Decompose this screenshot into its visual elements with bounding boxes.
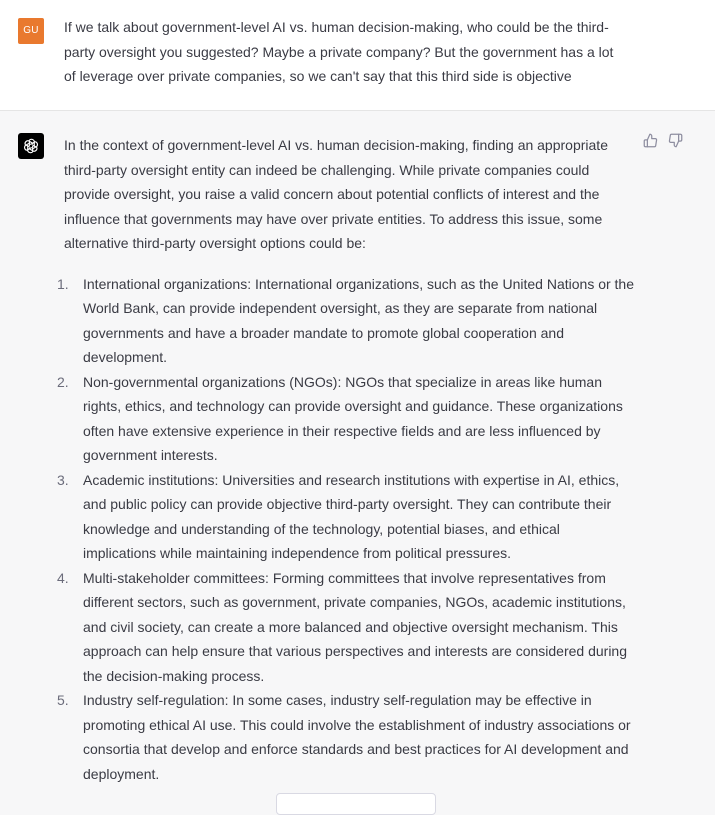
- assistant-message-text: [57, 133, 635, 786]
- list-item-number: 1.: [57, 275, 69, 292]
- list-item-text: Industry self-regulation: In some cases, industry self-regulation may be effective in promoting ethical AI use. This could involve the establishment of industry associations or consortia that develop and enforce standards and best practices for AI development and deployment.: [83, 692, 631, 782]
- list-item: [57, 688, 634, 786]
- list-item: [57, 566, 634, 689]
- list-item-text: Non-governmental organizations (NGOs): NGOs that specialize in areas like human rights, ethics, and technology can provide oversight and guidance. These organizations often have extensive experience in their respective fields and are less influenced by government interests.: [83, 373, 623, 463]
- list-item-text: Multi-stakeholder committees: Forming committees that involve representatives from different sectors, such as government, private companies, NGOs, academic institutions, and civil society, can create a more balanced and objective oversight mechanism. This approach can help ensure that various perspectives and interests are considered during the decision-making process.: [83, 569, 627, 684]
- list-item: [57, 370, 634, 468]
- list-item-number: 4.: [57, 569, 69, 586]
- openai-logo-icon: [18, 133, 44, 159]
- list-item-number: 2.: [57, 373, 69, 390]
- list-item-number: 5.: [57, 692, 69, 708]
- user-message: [0, 0, 715, 111]
- feedback-buttons: [643, 133, 693, 151]
- list-item: [57, 468, 634, 566]
- user-avatar: GU: [18, 18, 44, 44]
- list-item-number: 3.: [57, 471, 69, 488]
- thumbs-up-icon[interactable]: [643, 133, 658, 148]
- list-item-text: Academic institutions: Universities and research institutions with expertise in AI, ethics, and public policy can provide objective third-party oversight. They can contribute their knowledge and understanding of the technology, potential biases, and ethical implications while maintaining independence from political pressures.: [83, 471, 620, 561]
- oversight-options-list: [57, 272, 635, 787]
- answer-intro: In the context of government-level AI vs. human decision-making, finding an appropriate third-party oversight entity can indeed be challenging. While private companies could provide oversight, you raise a valid concern about potential conflicts of interest and the influence that governments may have over private entities. To address this issue, some alternative third-party oversight options could be:: [64, 137, 608, 251]
- thumbs-down-icon[interactable]: [668, 133, 683, 148]
- regenerate-button-partial[interactable]: [276, 793, 436, 815]
- list-item-text: International organizations: International organizations, such as the United Nations or the World Bank, can provide independent oversight, as they are separate from national governments and have a broader mandate to promote global cooperation and development.: [83, 275, 635, 365]
- assistant-message: [0, 111, 715, 800]
- user-message-text: If we talk about government-level AI vs. human decision-making, who could be the third- party oversight you suggested? Maybe a private company? But the government has a lot of leverage over private companies, so we can't say that this third side is objective: [64, 19, 614, 84]
- list-item: [57, 272, 635, 370]
